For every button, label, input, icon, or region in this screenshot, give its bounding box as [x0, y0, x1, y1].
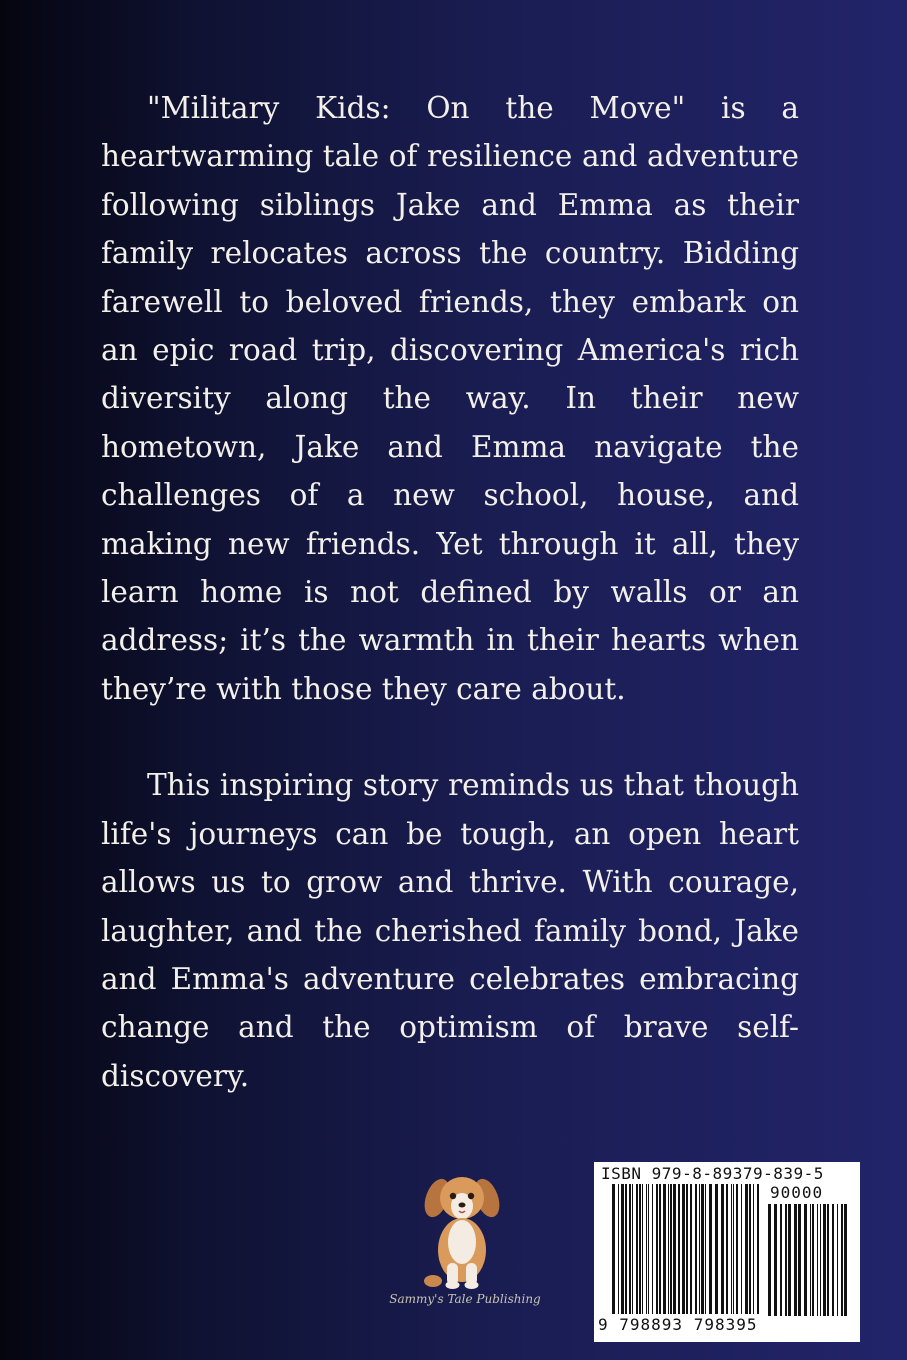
- publisher-name: Sammy's Tale Publishing: [389, 1292, 541, 1306]
- ean-digits: 9 798893 798395: [598, 1315, 758, 1334]
- dog-icon: [407, 1168, 517, 1293]
- isbn-barcode: [594, 1162, 860, 1342]
- blurb-paragraph-2: This inspiring story reminds us that though life's journeys can be tough, an open heart allows us to grow and thrive. With courage, laughter, and the cherished family bond, Jake and Emma's adventure celebrates embracing change and the optimism of brave self-discovery.: [101, 768, 799, 1093]
- back-cover-blurb: [101, 84, 799, 1100]
- publisher-logo: [389, 1168, 541, 1318]
- addon-bars: [768, 1204, 848, 1316]
- ean-bars: [612, 1184, 762, 1314]
- isbn-label: ISBN 979-8-89379-839-5: [601, 1164, 824, 1183]
- price-code: 90000: [770, 1183, 824, 1202]
- blurb-paragraph-1: "Military Kids: On the Move" is a heartwarming tale of resilience and adventure following siblings Jake and Emma as their family relocates across the country. Bidding farewell to beloved friends, they embark on an epic road trip, discovering America's rich diversity along the way. In their new hometown, Jake and Emma navigate the challenges of a new school, house, and making new friends. Yet through it all, they learn home is not defined by walls or an address; it’s the warmth in their hearts when they’re with those they care about.: [101, 91, 799, 706]
